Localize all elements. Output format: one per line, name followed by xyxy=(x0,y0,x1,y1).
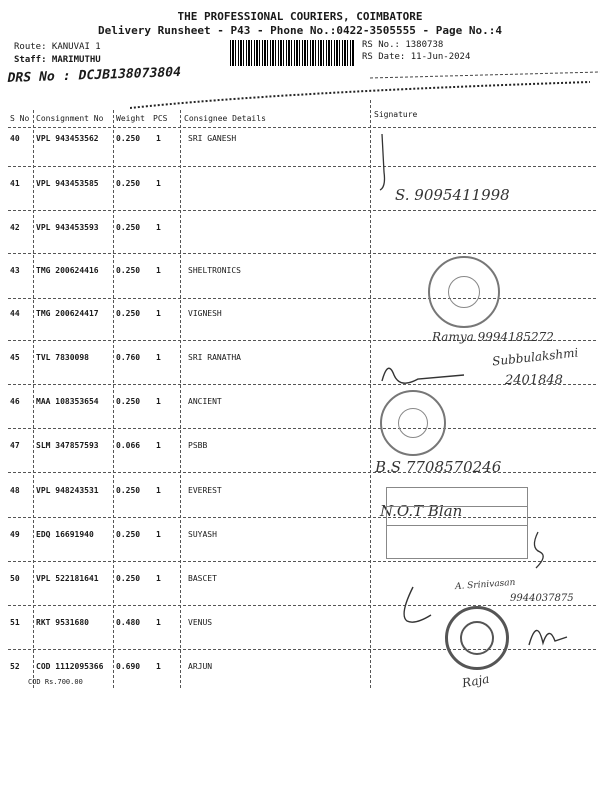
col-pcs: PCS xyxy=(153,114,168,123)
row-consignee: SRI RANATHA xyxy=(188,353,241,362)
row-sno: 40 xyxy=(10,134,20,143)
row-pcs: 1 xyxy=(156,618,161,627)
row-sno: 48 xyxy=(10,486,20,495)
signature-stroke xyxy=(376,132,396,192)
col-consignee: Consignee Details xyxy=(184,114,266,123)
signature-scribble xyxy=(525,615,570,650)
col-divider xyxy=(33,110,34,688)
col-weight: Weight xyxy=(116,114,145,123)
row-rule xyxy=(8,298,596,299)
row-weight: 0.066 xyxy=(116,441,141,450)
ancient-stamp xyxy=(380,390,446,456)
venus-stamp xyxy=(445,606,509,670)
row-weight: 0.760 xyxy=(116,353,141,362)
row-consignee: EVEREST xyxy=(188,486,222,495)
handwritten-phone-44: Ramya 9994185272 xyxy=(432,330,554,344)
row-sno: 43 xyxy=(10,266,20,275)
row-consignee: ARJUN xyxy=(188,662,213,671)
row-weight: 0.250 xyxy=(116,134,141,143)
row-consignment: RKT 9531680 xyxy=(36,618,89,627)
handwritten-name-48: N.O.T Blan xyxy=(380,502,463,520)
col-signature: Signature xyxy=(374,110,418,119)
row-pcs: 1 xyxy=(156,486,161,495)
row-pcs: 1 xyxy=(156,309,161,318)
row-pcs: 1 xyxy=(156,223,161,232)
col-divider xyxy=(113,110,114,688)
row-weight: 0.250 xyxy=(116,309,141,318)
row-rule xyxy=(8,605,596,606)
row-pcs: 1 xyxy=(156,662,161,671)
row-sno: 45 xyxy=(10,353,20,362)
company-title: THE PROFESSIONAL COURIERS, COIMBATORE xyxy=(177,10,423,23)
row-consignment: COD 1112095366 xyxy=(36,662,104,671)
row-pcs: 1 xyxy=(156,179,161,188)
row-weight: 0.250 xyxy=(116,266,141,275)
row-sno: 41 xyxy=(10,179,20,188)
row-pcs: 1 xyxy=(156,530,161,539)
header-dotted-divider xyxy=(130,66,600,114)
row-consignee: VIGNESH xyxy=(188,309,222,318)
row-sno: 47 xyxy=(10,441,20,450)
row-sno: 49 xyxy=(10,530,20,539)
row-rule xyxy=(8,472,596,473)
row-consignee: SHELTRONICS xyxy=(188,266,241,275)
row-sno: 52 xyxy=(10,662,20,671)
rs-number: RS No.: 1380738 xyxy=(362,40,444,50)
handwritten-name-52: Raja xyxy=(460,671,491,691)
row-consignment: SLM 347857593 xyxy=(36,441,99,450)
row-consignment: VPL 943453585 xyxy=(36,179,99,188)
handwritten-name-51: A. Srinivasan xyxy=(454,577,516,593)
row-sno: 50 xyxy=(10,574,20,583)
row-consignment: VPL 943453562 xyxy=(36,134,99,143)
row-pcs: 1 xyxy=(156,353,161,362)
row-rule xyxy=(8,649,596,650)
header-rule xyxy=(8,127,596,128)
row-weight: 0.480 xyxy=(116,618,141,627)
row-weight: 0.250 xyxy=(116,486,141,495)
row-sno: 46 xyxy=(10,397,20,406)
row-pcs: 1 xyxy=(156,574,161,583)
row-consignee: PSBB xyxy=(188,441,208,450)
row-consignment: VPL 943453593 xyxy=(36,223,99,232)
row-weight: 0.250 xyxy=(116,223,141,232)
row-rule xyxy=(8,166,596,167)
everest-stamp xyxy=(386,487,528,559)
row-weight: 0.250 xyxy=(116,574,141,583)
col-divider xyxy=(370,100,371,688)
rs-date: RS Date: 11-Jun-2024 xyxy=(362,52,471,62)
row-consignment: EDQ 16691940 xyxy=(36,530,94,539)
row-pcs: 1 xyxy=(156,441,161,450)
row-rule xyxy=(8,561,596,562)
handwritten-name-45: Subbulakshmi xyxy=(491,345,579,369)
col-sno: S No xyxy=(10,114,30,123)
handwritten-phone-51: 9944037875 xyxy=(510,593,574,604)
sheltronics-stamp xyxy=(428,256,500,328)
runsheet-title: Delivery Runsheet - P43 - Phone No.:0422-3505555 - Page No.:4 xyxy=(98,24,502,37)
row-pcs: 1 xyxy=(156,134,161,143)
row-consignment: TMG 200624417 xyxy=(36,309,99,318)
row-weight: 0.250 xyxy=(116,179,141,188)
row-consignee: SRI GANESH xyxy=(188,134,237,143)
row-rule xyxy=(8,253,596,254)
barcode-image xyxy=(230,40,355,66)
row-sno: 51 xyxy=(10,618,20,627)
handwritten-code-45: 2401848 xyxy=(505,373,563,388)
row-consignment: VPL 522181641 xyxy=(36,574,99,583)
row-consignment: MAA 108353654 xyxy=(36,397,99,406)
handwritten-phone-47: B.S 7708570246 xyxy=(375,458,502,476)
signature-scribble xyxy=(395,585,435,625)
row-rule xyxy=(8,210,596,211)
row-sno: 44 xyxy=(10,309,20,318)
signature-scribble xyxy=(378,355,468,390)
row-pcs: 1 xyxy=(156,397,161,406)
row-consignment: TVL 7830098 xyxy=(36,353,89,362)
row-weight: 0.250 xyxy=(116,530,141,539)
row-consignment: TMG 200624416 xyxy=(36,266,99,275)
drs-number: DRS No : DCJB138073804 xyxy=(6,64,183,87)
handwritten-phone-41: S. 9095411998 xyxy=(395,186,510,204)
row-sno: 42 xyxy=(10,223,20,232)
row-consignee: BASCET xyxy=(188,574,217,583)
col-divider xyxy=(180,110,181,688)
row-weight: 0.690 xyxy=(116,662,141,671)
row-consignee: ANCIENT xyxy=(188,397,222,406)
row-consignment: VPL 948243531 xyxy=(36,486,99,495)
row-weight: 0.250 xyxy=(116,397,141,406)
row-consignee: SUYASH xyxy=(188,530,217,539)
col-consignment: Consignment No xyxy=(36,114,104,123)
signature-scribble xyxy=(528,530,550,570)
row-consignee: VENUS xyxy=(188,618,213,627)
cod-amount: COD Rs.700.00 xyxy=(28,678,83,686)
row-rule xyxy=(8,428,596,429)
staff-label: Staff: MARIMUTHU xyxy=(14,55,101,65)
route-label: Route: KANUVAI 1 xyxy=(14,42,101,52)
row-pcs: 1 xyxy=(156,266,161,275)
